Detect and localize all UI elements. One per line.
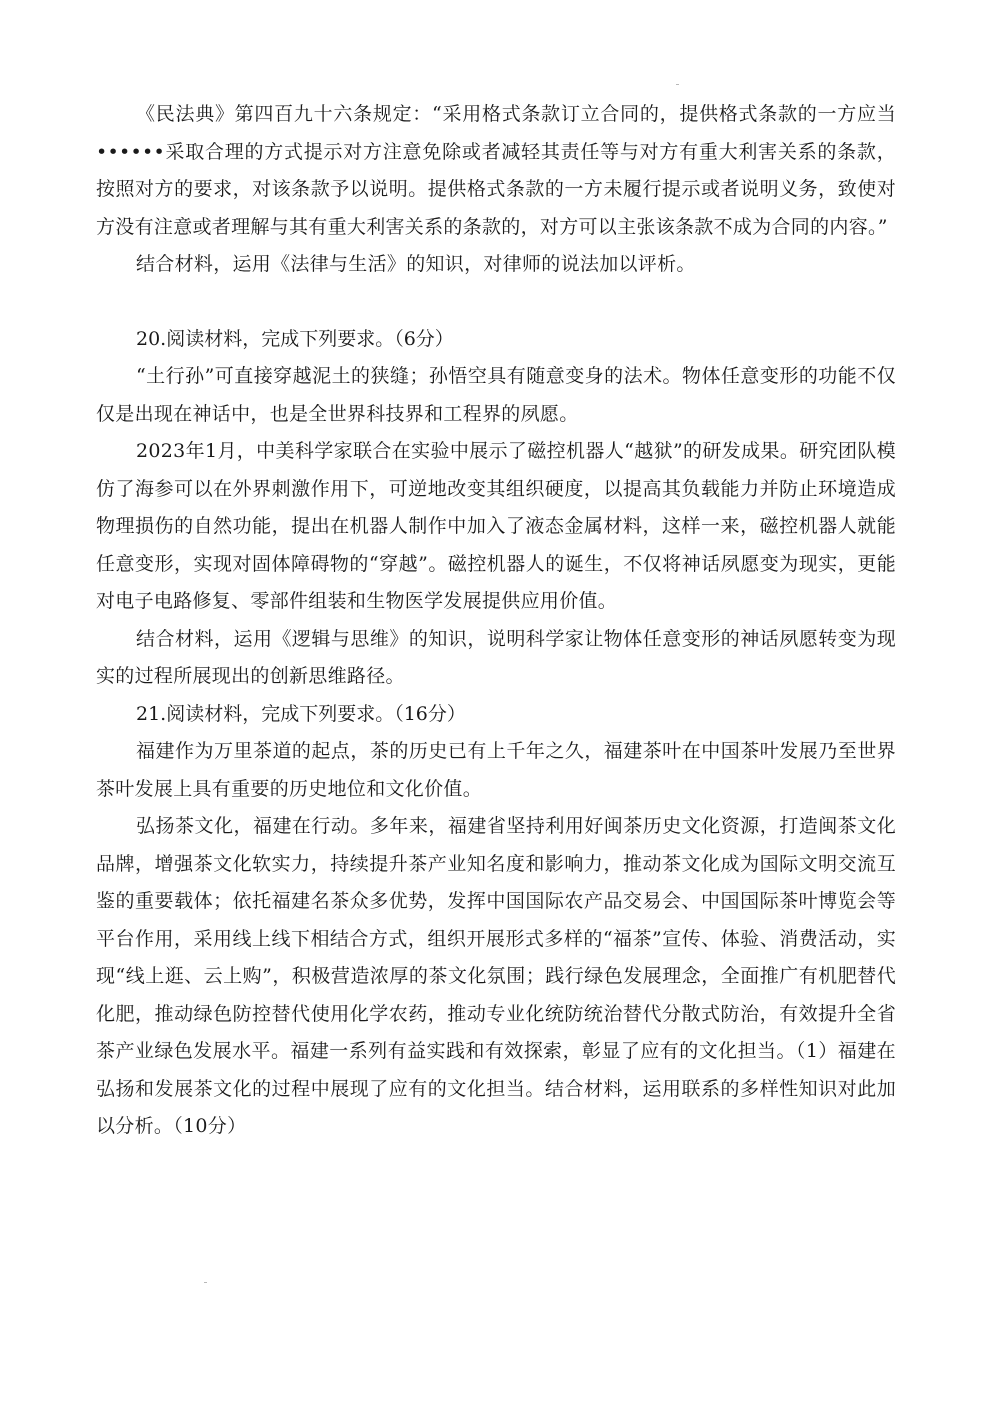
section-spacer xyxy=(96,284,896,321)
scan-speck-top xyxy=(676,84,679,85)
q21-material-2: 弘扬茶文化，福建在行动。多年来，福建省坚持利用好闽茶历史文化资源，打造闽茶文化品牌，增强茶文化软实力，持续提升茶产业知名度和影响力，推动茶文化成为国际文明交流互鉴的重要载体；依托福建名茶众多优势，发挥中国国际农产品交易会、中国国际茶叶博览会等平台作用，采用线上线下相结合方式，组织开展形式多样的“福茶”宣传、体验、消费活动，实现“线上逛、云上购”，积极营造浓厚的茶文化氛围；践行绿色发展理念，全面推广有机肥替代化肥，推动绿色防控替代使用化学农药，推动专业化统防统治替代分散式防治，有效提升全省茶产业绿色发展水平。福建一系列有益实践和有效探索，彰显了应有的文化担当。（1）福建在弘扬和发展茶文化的过程中展现了应有的文化担当。结合材料，运用联系的多样性知识对此加以分析。（10分） xyxy=(96,815,896,1137)
q20-task: 结合材料，运用《逻辑与思维》的知识，说明科学家让物体任意变形的神话夙愿转变为现实的过程所展现出的创新思维路径。 xyxy=(96,627,896,687)
q20-material-1: “土行孙”可直接穿越泥土的狭缝；孙悟空具有随意变身的法术。物体任意变形的功能不仅仅是出现在神话中，也是全世界科技界和工程界的夙愿。 xyxy=(96,365,896,425)
q21-heading: 21.阅读材料，完成下列要求。（16分） xyxy=(136,702,466,725)
q19-task: 结合材料，运用《法律与生活》的知识，对律师的说法加以评析。 xyxy=(136,253,696,275)
scan-speck-bottom xyxy=(204,1282,207,1283)
q21-material-1: 福建作为万里茶道的起点，茶的历史已有上千年之久，福建茶叶在中国茶叶发展乃至世界茶叶发展上具有重要的历史地位和文化价值。 xyxy=(96,740,896,800)
q20-material-2: 2023年1月，中美科学家联合在实验中展示了磁控机器人“越狱”的研发成果。研究团队模仿了海参可以在外界刺激作用下，可逆地改变其组织硬度，以提高其负载能力并防止环境造成物理损伤的自然功能，提出在机器人制作中加入了液态金属材料，这样一来，磁控机器人就能任意变形，实现对固体障碍物的“穿越”。磁控机器人的诞生，不仅将神话夙愿变为现实，更能对电子电路修复、零部件组装和生物医学发展提供应用价值。 xyxy=(96,440,896,612)
q19-law-quote: 《民法典》第四百九十六条规定：“采用格式条款订立合同的，提供格式条款的一方应当••••••采取合理的方式提示对方注意免除或者减轻其责任等与对方有重大利害关系的条款，按照对方的要求，对该条款予以说明。提供格式条款的一方未履行提示或者说明义务，致使对方没有注意或者理解与其有重大利害关系的条款的，对方可以主张该条款不成为合同的内容。” xyxy=(96,103,896,238)
q20-heading: 20.阅读材料，完成下列要求。（6分） xyxy=(136,327,454,350)
document-page xyxy=(96,96,896,1146)
